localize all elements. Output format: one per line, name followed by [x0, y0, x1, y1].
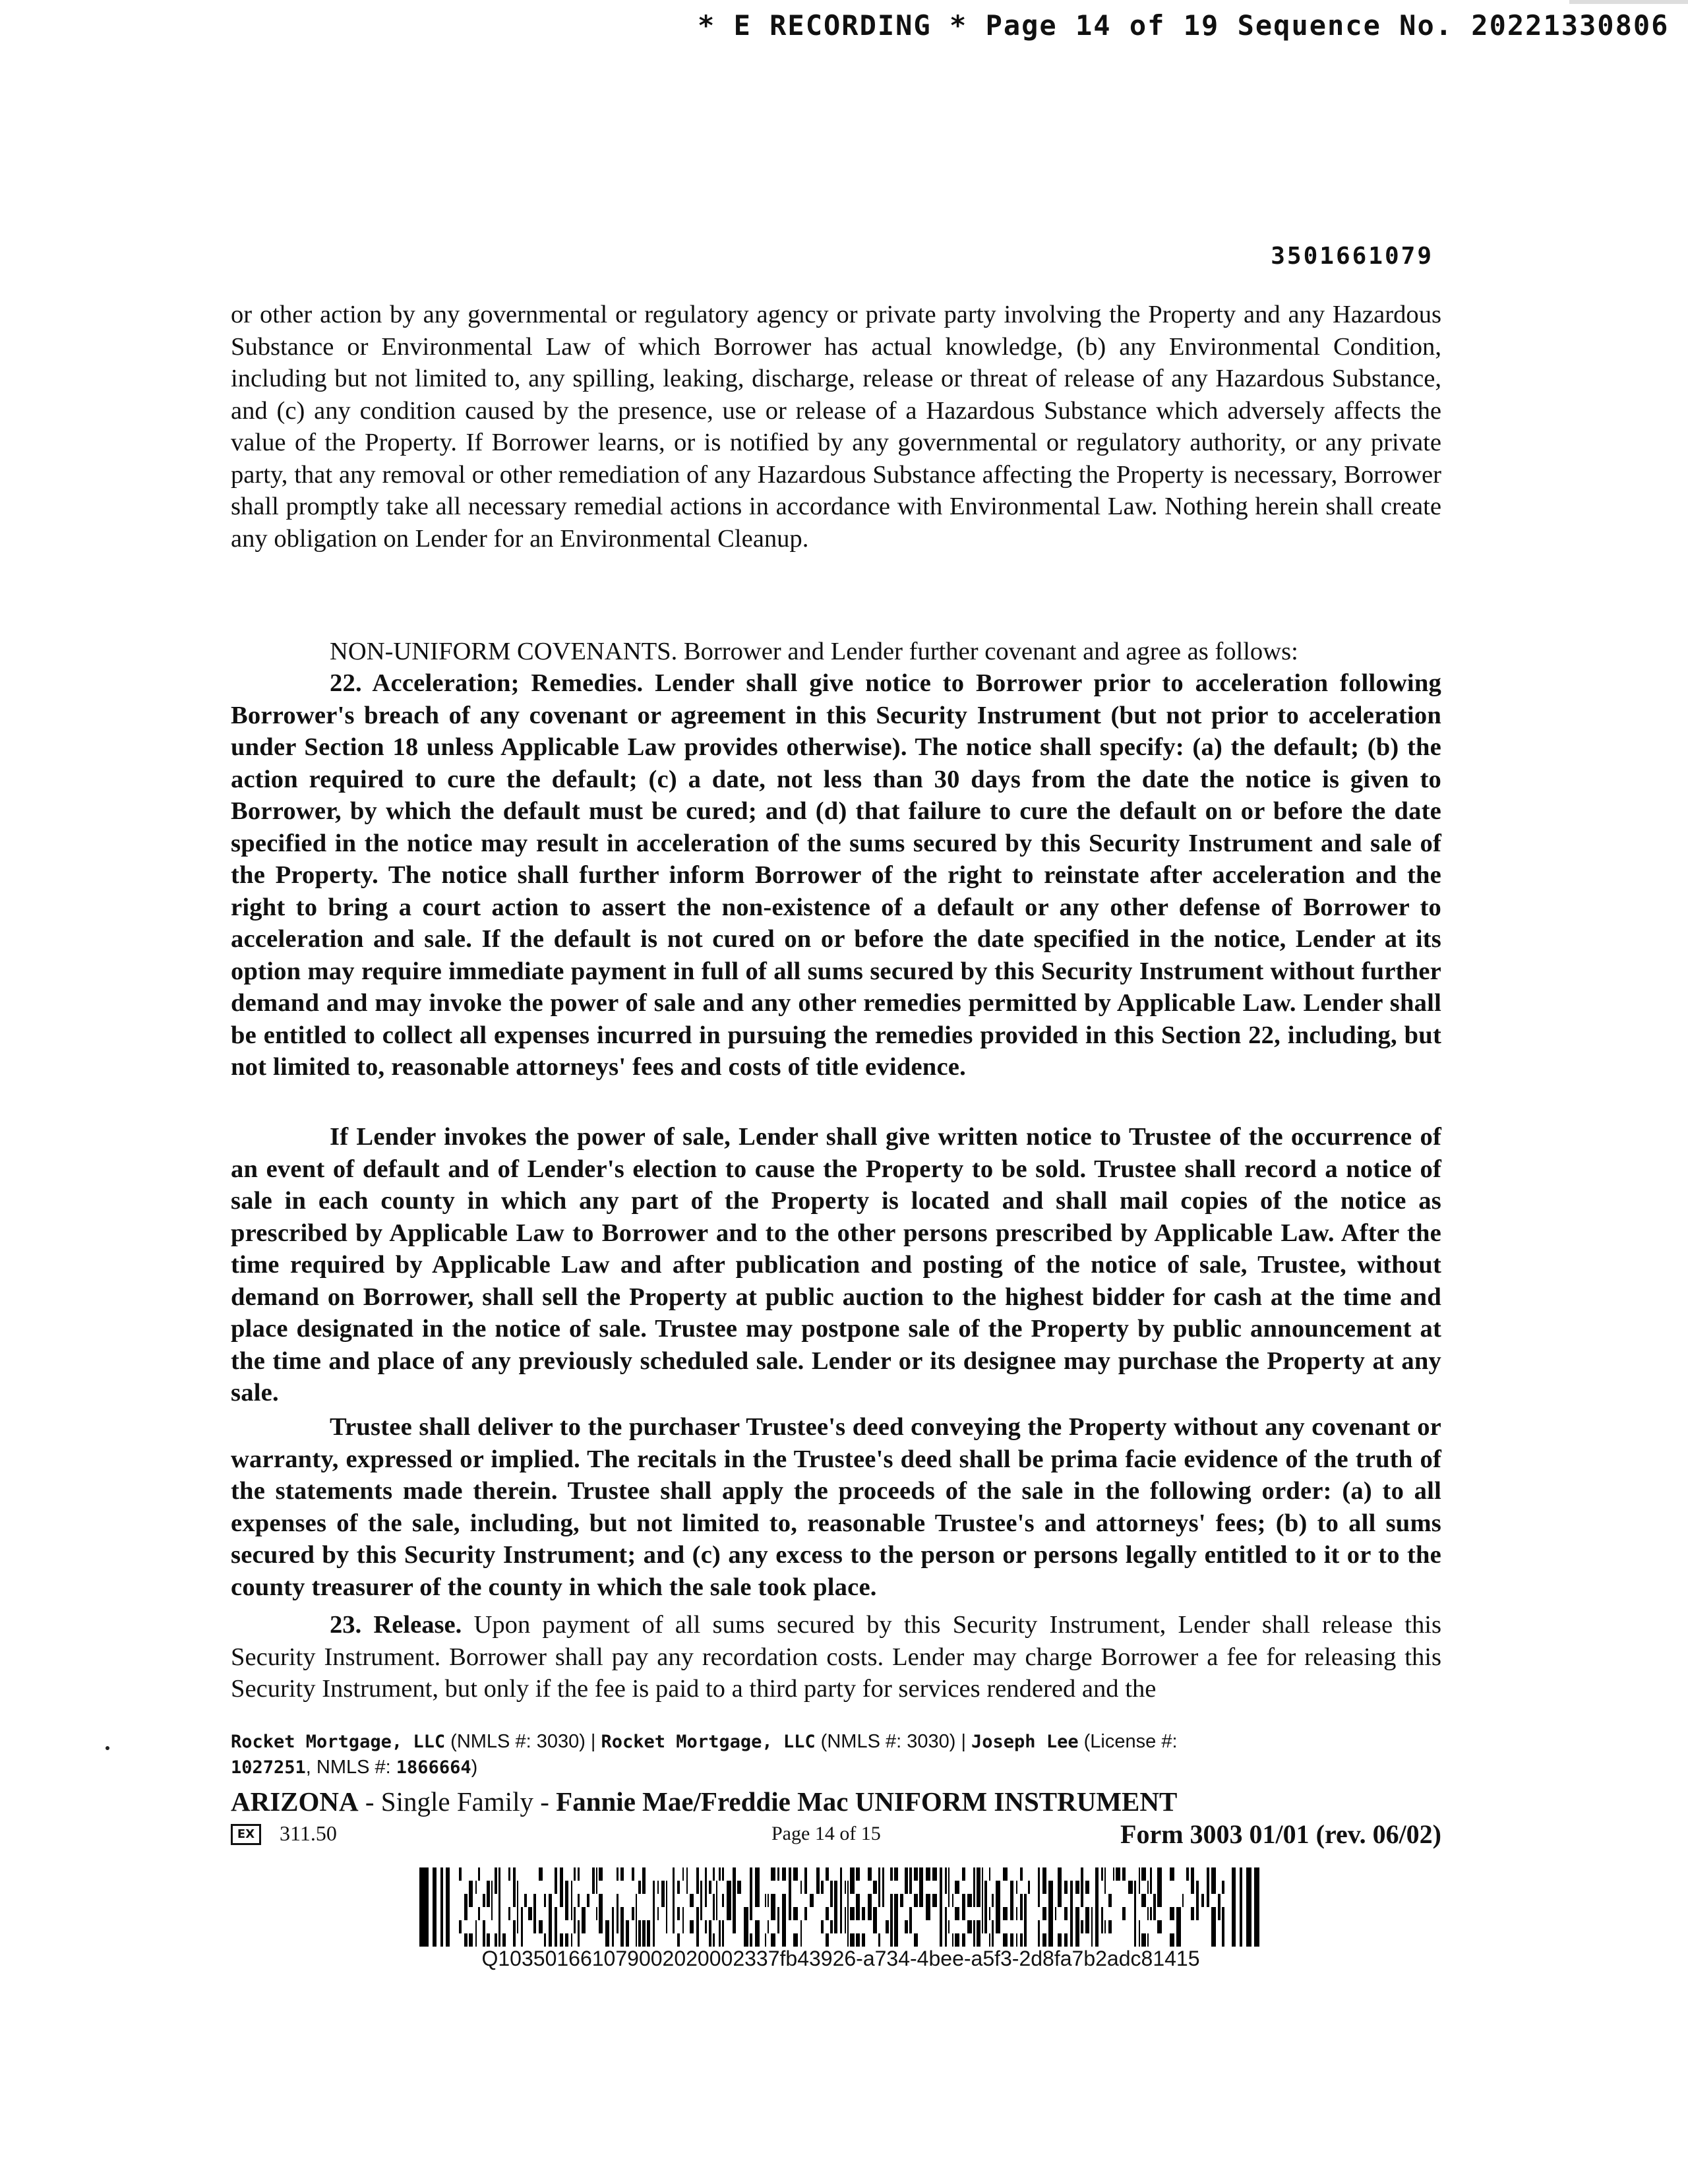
barcode-image	[419, 1867, 1259, 1947]
section-22-trustee-deed	[231, 1411, 1441, 1603]
loan-number: 3501661079	[1271, 243, 1433, 270]
paragraph-non-uniform-covenants	[231, 636, 1441, 668]
paragraph-text: or other action by any governmental or regulatory agency or private party involving the Property and any Hazardous Substance or Environmental Law of which Borrower has actual knowledge, (b) any Environmental Condition, including but not limited to, any spilling, leaking, discharge, release or threat of release of any Hazardous Substance, and (c) any condition caused by the presence, use or release of a Hazardous Substance which adversely affects the value of the Property. If Borrower learns, or is notified by any governmental or regulatory authority, or any private party, that any removal or other remediation of any Hazardous Substance affecting the Property is necessary, Borrower shall promptly take all necessary remedial actions in accordance with Environmental Law. Nothing herein shall create any obligation on Lender for an Environmental Cleanup.	[231, 301, 1441, 553]
nmls-label: , NMLS #:	[305, 1757, 396, 1778]
section-23-release	[231, 1609, 1441, 1705]
license-number: 1027251	[231, 1757, 306, 1778]
paragraph-text: 22. Acceleration; Remedies. Lender shall give notice to Borrower prior to acceleration following Borrower's breach of any covenant or agreement in this Security Instrument (but not prior to acceleration under Section 18 unless Applicable Law provides otherwise). The notice shall specify: (a) the default; (b) the action required to cure the default; (c) a date, not less than 30 days from the date the notice is given to Borrower, by which the default must be cured; and (d) that failure to cure the default on or before the date specified in the notice may result in acceleration of the sums secured by this Security Instrument and sale of the Property. The notice shall further inform Borrower of the right to reinstate after acceleration and the right to bring a court action to assert the non-existence of a default or any other defense of Borrower to acceleration and sale. If the default is not cured on or before the date specified in the notice, Lender at its option may require immediate payment in full of all sums secured by this Security Instrument without further demand and may invoke the power of sale and any other remedies permitted by Applicable Law. Lender shall be entitled to collect all expenses incurred in pursuing the remedies provided in this Section 22, including, but not limited to, reasonable attorneys' fees and costs of title evidence.	[231, 669, 1441, 1081]
form-number: Form 3003 01/01 (rev. 06/02)	[1120, 1819, 1441, 1849]
barcode-text: Q1035016610790020200023​37fb43926-a734-4bee-a5f3-2d8fa7b2adc81415	[481, 1947, 1200, 1970]
section-22-power-of-sale	[231, 1121, 1441, 1409]
lender-nmls: (NMLS #: 3030) |	[815, 1731, 972, 1752]
instrument-name: Fannie Mae/Freddie Mac UNIFORM INSTRUMENT	[556, 1786, 1178, 1817]
state-name: ARIZONA	[231, 1786, 359, 1817]
lender-name: Rocket Mortgage, LLC	[601, 1732, 816, 1752]
paragraph-environmental	[231, 299, 1441, 555]
form-footer-row	[231, 1820, 1441, 1853]
section-body: Upon payment of all sums secured by this Security Instrument, Lender shall release this Security Instrument. Borrower shall pay any recordation costs. Lender may charge Borrower a fee for releasing this Security Instrument, but only if the fee is paid to a third party for services rendered and the	[231, 1611, 1441, 1703]
paragraph-text: If Lender invokes the power of sale, Lender shall give written notice to Trustee of the occurrence of an event of default and of Lender's election to cause the Property to be sold. Trustee shall record a notice of sale in each county in which any part of the Property is located and shall mail copies of the notice as prescribed by Applicable Law to Borrower and to the other persons prescribed by Applicable Law. After the time required by Applicable Law and after publication and posting of the notice of sale, Trustee, without demand on Borrower, shall sell the Property at public auction to the highest bidder for cash at the time and place designated in the notice of sale. Trustee may postpone sale of the Property by public announcement at the time and place of any previously scheduled sale. Lender or its designee may purchase the Property at any sale.	[231, 1123, 1441, 1407]
form-type: - Single Family -	[358, 1786, 557, 1817]
ellie-mae-icon: EX	[231, 1824, 261, 1845]
margin-mark	[106, 1746, 109, 1750]
form-title	[231, 1786, 1484, 1817]
close-paren: )	[471, 1757, 478, 1778]
recording-header: * E RECORDING * Page 14 of 19 Sequence No. 20221330806	[698, 9, 1670, 42]
lender-info	[231, 1729, 1418, 1780]
paragraph-text: Trustee shall deliver to the purchaser Trustee's deed conveying the Property without any covenant or warranty, expressed or implied. The recitals in the Trustee's deed shall be prima facie evidence of the truth of the statements made therein. Trustee shall apply the proceeds of the sale in the following order: (a) to all expenses of the sale, including, but not limited to, reasonable Trustee's and attorneys' fees; (b) to all sums secured by this Security Instrument; and (c) any excess to the person or persons legally entitled to it or to the county treasurer of the county in which the sale took place.	[231, 1413, 1441, 1601]
license-label: (License #:	[1078, 1731, 1178, 1752]
lender-name: Rocket Mortgage, LLC	[231, 1732, 446, 1752]
loan-originator: Joseph Lee	[971, 1732, 1079, 1752]
page-number: Page 14 of 15	[771, 1823, 881, 1844]
paragraph-text: NON-UNIFORM COVENANTS. Borrower and Lender further covenant and agree as follows:	[330, 638, 1298, 665]
lender-nmls: (NMLS #: 3030) |	[445, 1731, 601, 1752]
scan-artifact	[1569, 0, 1688, 4]
form-code: 311.50	[280, 1821, 337, 1845]
originator-nmls: 1866664	[396, 1757, 471, 1778]
paragraph-text	[231, 1609, 1441, 1705]
section-title: 23. Release.	[330, 1611, 462, 1639]
section-22-acceleration-remedies	[231, 667, 1441, 1083]
